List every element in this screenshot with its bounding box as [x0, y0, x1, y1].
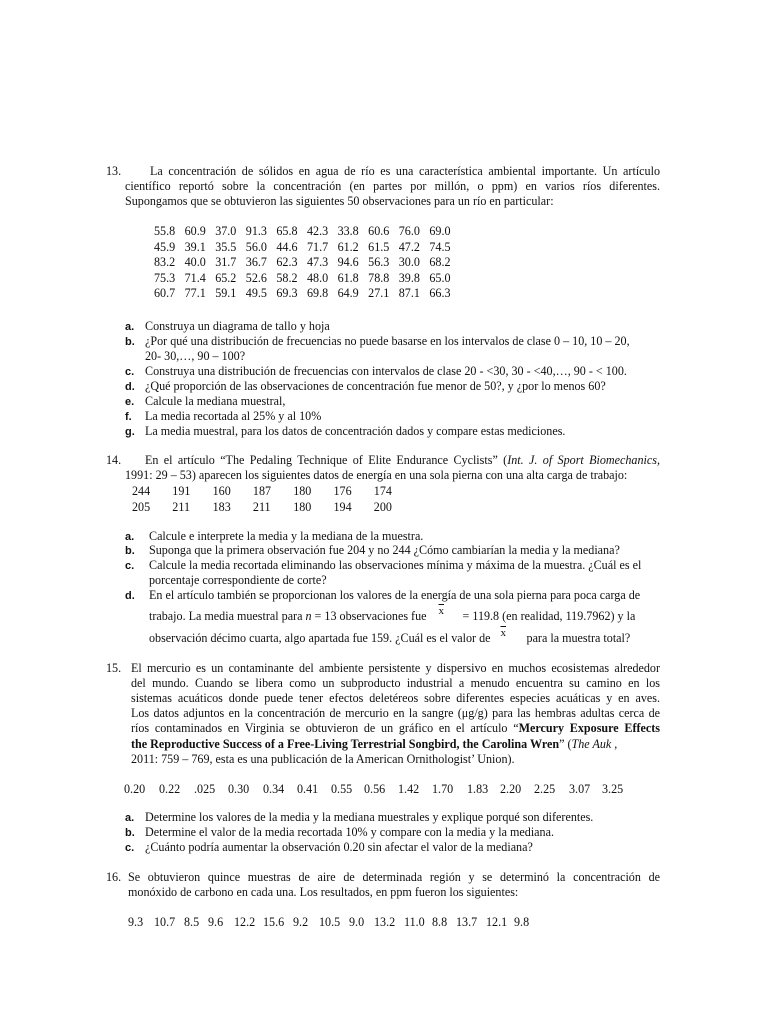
item-text: Calcule e interprete la media y la mediana de la muestra. — [149, 529, 424, 543]
data-value: 205 — [132, 499, 151, 514]
data-value: 3.25 — [602, 782, 624, 796]
data-value: 0.30 — [228, 782, 250, 796]
problem-15-line-2: del mundo. Cuando se libera como un subproducto industrial a menudo encuentra su camino en los — [131, 676, 660, 690]
problem-14-item-b — [125, 543, 620, 559]
item-text: observación décimo cuarta, algo apartada fue 159. ¿Cuál es el valor de — [149, 631, 491, 645]
problem-13-line-3: Supongamos que se obtuvieron las siguientes 50 observaciones para un río en particular: — [125, 194, 554, 208]
data-value: 211 — [172, 499, 190, 514]
data-value: 52.6 — [245, 270, 267, 285]
data-value: 71.7 — [306, 239, 329, 254]
data-value: 39.8 — [398, 270, 420, 285]
problem-14-data-table — [132, 484, 414, 515]
citation-text: En el artículo “The Pedaling Technique of Elite Endurance Cyclists” ( — [145, 453, 508, 467]
data-value: 44.6 — [276, 239, 298, 254]
problem-15-item-b — [125, 825, 554, 841]
data-value: 87.1 — [398, 286, 420, 301]
data-value: 11.0 — [404, 915, 425, 929]
data-value: 191 — [172, 484, 191, 499]
item-text: ¿Cuánto podría aumentar la observación 0.20 sin afectar el valor de la mediana? — [145, 840, 533, 854]
data-value: 200 — [373, 499, 392, 514]
item-label: a. — [125, 321, 135, 333]
data-value: 160 — [212, 484, 231, 499]
data-value: 2.20 — [500, 782, 522, 796]
data-row — [132, 500, 414, 516]
data-value: 0.22 — [159, 782, 181, 796]
data-value: 13.2 — [374, 915, 396, 929]
data-value: 10.7 — [154, 915, 176, 929]
data-value: 0.55 — [331, 782, 353, 796]
journal-name: Int. J. of Sport Biomechanics, — [507, 453, 660, 467]
data-value: 45.9 — [154, 239, 176, 254]
data-value: 31.7 — [215, 255, 237, 270]
data-row — [154, 271, 460, 287]
data-value: 65.8 — [276, 224, 298, 239]
data-value: 69.0 — [429, 224, 451, 239]
item-label: c. — [125, 842, 135, 854]
item-text: Construya una distribución de frecuencias con intervalos de clase 20 - <30, 30 - <40,…, 90 - < 100. — [145, 364, 627, 378]
citation-text: ” ( — [559, 737, 572, 751]
data-value: 9.6 — [208, 915, 224, 929]
data-value: 69.3 — [276, 286, 298, 301]
data-value: 77.1 — [184, 286, 206, 301]
data-value: 10.5 — [319, 915, 341, 929]
data-value: 61.5 — [368, 239, 390, 254]
data-value: 180 — [293, 499, 312, 514]
data-value: 15.6 — [263, 915, 285, 929]
item-label: d. — [125, 381, 135, 393]
data-value: 1.42 — [398, 782, 420, 796]
problem-15-item-c — [125, 840, 533, 856]
article-title: the Reproductive Success of a Free-Living Terrestrial Songbird, the Carolina Wren — [131, 737, 560, 751]
problem-14-item-d-line-2 — [149, 605, 636, 625]
xbar-symbol: $\overline{x}$ — [438, 605, 444, 617]
data-value: 47.3 — [306, 255, 329, 270]
item-text: ¿Qué proporción de las observaciones de concentración fue menor de 50?, y ¿por lo menos 60? — [145, 379, 606, 393]
item-text: Determine los valores de la media y la mediana muestrales y explique porqué son diferentes. — [145, 810, 594, 824]
problem-15-line-1: El mercurio es un contaminante del ambiente persistente y dispersivo en muchos ecosistemas alrededor — [131, 661, 660, 675]
data-value: 1.83 — [467, 782, 489, 796]
data-value: 48.0 — [306, 270, 329, 285]
problem-13-line-1: La concentración de sólidos en agua de río es una característica ambiental importante. Un artículo — [150, 164, 660, 178]
problem-15-item-a — [125, 810, 593, 826]
citation-text: ríos contaminados en Virginia se obtuvieron de un gráfico en el artículo “ — [131, 721, 519, 735]
problem-13-item-c — [125, 364, 627, 380]
data-value: 2.25 — [534, 782, 556, 796]
problem-14-item-c — [125, 558, 641, 574]
item-label: e. — [125, 396, 135, 408]
item-text: Construya un diagrama de tallo y hoja — [145, 319, 330, 333]
data-value: 61.8 — [337, 270, 359, 285]
item-label: c. — [125, 366, 135, 378]
problem-13-item-e — [125, 394, 285, 410]
citation-text: , — [611, 737, 618, 751]
data-value: 60.6 — [368, 224, 390, 239]
item-text: La media recortada al 25% y al 10% — [145, 409, 322, 423]
data-value: 60.7 — [154, 286, 176, 301]
data-value: 180 — [293, 484, 312, 499]
data-value: 65.0 — [429, 270, 451, 285]
data-value: 244 — [132, 484, 151, 499]
data-value: 42.3 — [306, 224, 329, 239]
item-label: c. — [125, 560, 135, 572]
data-value: 58.2 — [276, 270, 298, 285]
data-value: 3.07 — [569, 782, 591, 796]
data-value: 9.0 — [349, 915, 365, 929]
item-text: Calcule la media recortada eliminando las observaciones mínima y máxima de la muestra. ¿Cuál es el — [149, 558, 642, 572]
data-value: 0.41 — [297, 782, 319, 796]
problem-15-line-4: Los datos adjuntos en la concentración de mercurio en la sangre (μg/g) para las hembras adultas cerca de — [131, 706, 660, 720]
variable-n: n — [305, 609, 312, 623]
item-text: ¿Por qué una distribución de frecuencias no puede basarse en los intervalos de clase 0 – 10, 10 – 20, — [145, 334, 630, 348]
item-text: La media muestral, para los datos de concentración dados y compare estas mediciones. — [145, 424, 566, 438]
item-label: b. — [125, 336, 135, 348]
item-text: para la muestra total? — [526, 631, 631, 645]
data-value: 75.3 — [154, 270, 176, 285]
problem-14-item-d-line-3 — [149, 627, 631, 647]
data-row — [154, 255, 460, 271]
data-value: 8.5 — [184, 915, 200, 929]
data-value: 64.9 — [337, 286, 359, 301]
problem-16-line-1: Se obtuvieron quince muestras de aire de determinada región y se determinó la concentración de — [128, 870, 660, 884]
problem-14-item-c-cont: porcentaje correspondiente de corte? — [149, 573, 327, 587]
problem-13-item-d — [125, 379, 606, 395]
data-value: 40.0 — [184, 255, 206, 270]
data-value: 8.8 — [432, 915, 448, 929]
problem-15-line-7: 2011: 759 – 769, esta es una publicación de la American Ornithologist’ Union). — [131, 752, 515, 766]
data-value: 39.1 — [184, 239, 206, 254]
data-value: 176 — [333, 484, 352, 499]
data-value: 49.5 — [245, 286, 267, 301]
data-value: 37.0 — [215, 224, 237, 239]
data-value: 91.3 — [245, 224, 267, 239]
item-label: d. — [125, 590, 135, 602]
item-label: f. — [125, 411, 132, 423]
data-value: 0.56 — [364, 782, 386, 796]
item-text: = 119.8 (en realidad, 119.7962) y la — [462, 609, 636, 623]
item-label: b. — [125, 827, 135, 839]
data-value: 12.2 — [234, 915, 256, 929]
data-value: 60.9 — [184, 224, 206, 239]
data-value: 174 — [373, 484, 392, 499]
data-value: 68.2 — [429, 255, 451, 270]
problem-14-item-d — [125, 588, 640, 604]
problem-15-line-6 — [131, 737, 617, 752]
item-text: trabajo. La media muestral para — [149, 609, 306, 623]
item-text: Calcule la mediana muestral, — [145, 394, 286, 408]
data-value: 9.8 — [514, 915, 530, 929]
data-value: 0.20 — [124, 782, 146, 796]
data-value: 13.7 — [456, 915, 478, 929]
data-value: 76.0 — [398, 224, 420, 239]
data-value: 12.1 — [486, 915, 508, 929]
problem-14-line-1 — [145, 453, 660, 468]
problem-15-number: 15. — [106, 661, 122, 675]
problem-13-number: 13. — [106, 164, 122, 178]
data-value: 211 — [252, 499, 271, 514]
item-text: = 13 observaciones fue — [311, 609, 427, 623]
data-row — [132, 484, 414, 500]
data-value: 35.5 — [215, 239, 237, 254]
item-label: a. — [125, 531, 135, 543]
data-row — [154, 224, 460, 240]
problem-14-line-2: 1991: 29 – 53) aparecen los siguientes datos de energía en una sola pierna con una alta carga de trabajo: — [125, 468, 628, 482]
data-value: 66.3 — [429, 286, 451, 301]
data-value: .025 — [194, 782, 216, 796]
item-text: Determine el valor de la media recortada 10% y compare con la media y la mediana. — [145, 825, 554, 839]
data-value: 56.0 — [245, 239, 267, 254]
data-value: 183 — [212, 499, 231, 514]
data-value: 194 — [333, 499, 352, 514]
data-value: 1.70 — [432, 782, 454, 796]
data-value: 47.2 — [398, 239, 420, 254]
problem-16-number: 16. — [106, 870, 122, 884]
data-row — [154, 240, 460, 256]
data-row — [154, 286, 460, 302]
data-value: 0.34 — [263, 782, 285, 796]
data-value: 9.3 — [128, 915, 144, 929]
data-value: 33.8 — [337, 224, 359, 239]
problem-13-item-f — [125, 409, 321, 425]
xbar-symbol: $\overline{x}$ — [500, 627, 507, 639]
data-value: 36.7 — [245, 255, 267, 270]
data-value: 187 — [252, 484, 272, 499]
data-value: 55.8 — [154, 224, 176, 239]
data-value: 9.2 — [293, 915, 309, 929]
article-title: Mercury Exposure Effects — [518, 721, 660, 735]
data-value: 74.5 — [429, 239, 451, 254]
data-value: 27.1 — [368, 286, 390, 301]
data-value: 62.3 — [276, 255, 298, 270]
item-text: En el artículo también se proporcionan los valores de la energía de una sola pierna para poca carga de — [149, 588, 641, 602]
data-value: 56.3 — [368, 255, 390, 270]
problem-14-number: 14. — [106, 453, 122, 467]
data-value: 61.2 — [337, 239, 359, 254]
problem-16-line-2: monóxido de carbono en cada una. Los resultados, en ppm fueron los siguientes: — [128, 885, 519, 899]
problem-15-line-5 — [131, 721, 660, 736]
data-value: 83.2 — [154, 255, 176, 270]
problem-15-data-row — [124, 782, 632, 797]
data-value: 30.0 — [398, 255, 420, 270]
item-label: g. — [125, 426, 135, 438]
data-value: 65.2 — [215, 270, 237, 285]
journal-name: The Auk — [571, 737, 612, 751]
data-value: 94.6 — [337, 255, 359, 270]
problem-16-data-row — [128, 915, 536, 930]
data-value: 78.8 — [368, 270, 390, 285]
problem-13-item-b-cont: 20- 30,…, 90 – 100? — [145, 349, 246, 363]
data-value: 69.8 — [306, 286, 329, 301]
problem-15-line-3: sistemas acuáticos donde puede tener efectos deletéreos sobre diferentes especies acuáticas y en aves. — [131, 691, 660, 705]
item-text: Suponga que la primera observación fue 204 y no 244 ¿Cómo cambiarían la media y la mediana? — [149, 543, 620, 557]
item-label: a. — [125, 812, 135, 824]
problem-13-item-a — [125, 319, 330, 335]
problem-13-data-table — [154, 224, 460, 302]
item-label: b. — [125, 545, 135, 557]
problem-13-item-g — [125, 424, 565, 440]
problem-13-item-b — [125, 334, 630, 350]
data-value: 59.1 — [215, 286, 237, 301]
data-value: 71.4 — [184, 270, 206, 285]
problem-13-line-2: científico reportó sobre la concentración (en partes por millón, o ppm) en varios ríos diferentes. — [125, 179, 660, 193]
